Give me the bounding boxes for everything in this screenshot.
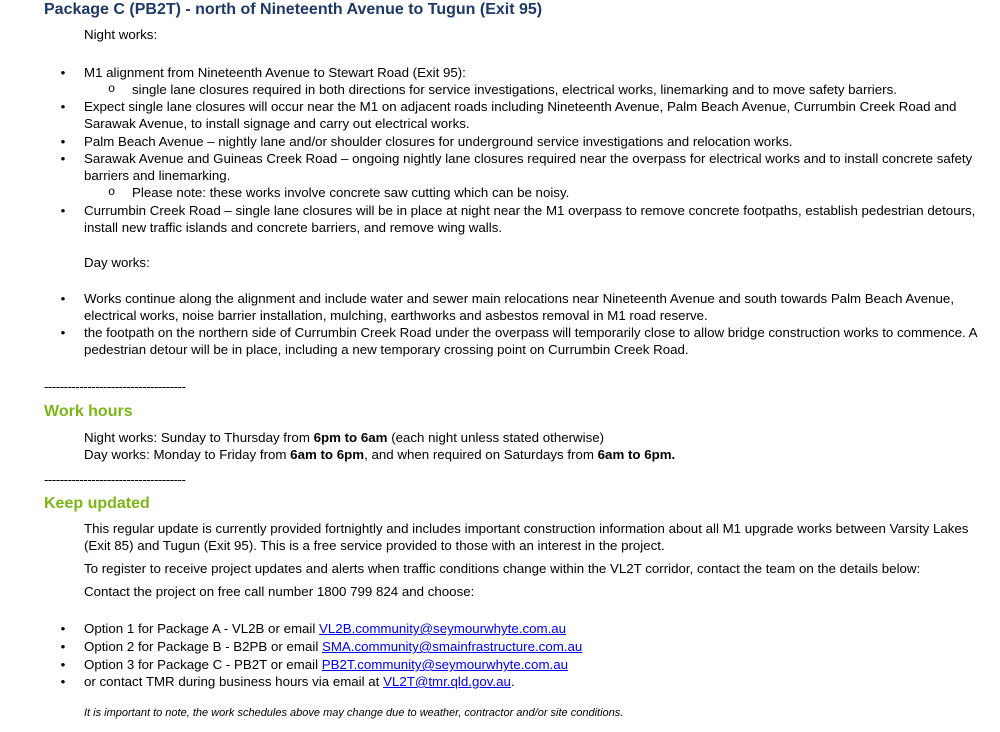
bullet-marker: • xyxy=(60,151,66,166)
list-item: Works continue along the alignment and include water and sewer main relocations near Nineteenth Avenue and south towards Palm Beach Avenue, electrical works, noise barrier installation, mulching, earthworks and asbestos removal in M1 road reserve. xyxy=(84,291,955,323)
option-text: Option 1 for Package A - VL2B or email xyxy=(84,621,320,636)
option-text: Option 3 for Package C - PB2T or email xyxy=(84,657,322,672)
night-works-label: Night works: xyxy=(84,27,158,42)
page-title: Package C (PB2T) - north of Nineteenth Avenue to Tugun (Exit 95) xyxy=(44,1,543,18)
day-hours-line xyxy=(84,446,675,463)
list-item: Currumbin Creek Road – single lane closures will be in place at night near the M1 overpass to remove concrete footpaths, establish pedestrian detours, install new traffic islands and concrete barriers, and remove wing walls. xyxy=(84,203,976,235)
divider: ------------------------------------ xyxy=(44,379,186,394)
night-hours-prefix: Night works: Sunday to Thursday from xyxy=(84,430,314,445)
bullet-marker: • xyxy=(60,134,66,149)
keep-updated-heading: Keep updated xyxy=(44,495,150,512)
night-hours-suffix: (each night unless stated otherwise) xyxy=(387,430,605,445)
list-item xyxy=(84,673,984,690)
list-item: Expect single lane closures will occur near the M1 on adjacent roads including Nineteenth Avenue, Palm Beach Avenue, Currumbin Creek Road and Sarawak Avenue, to install signage and carry out electrical works. xyxy=(84,99,957,131)
contact-paragraph: Contact the project on free call number 1800 799 824 and choose: xyxy=(84,584,475,599)
list-item: the footpath on the northern side of Currumbin Creek Road under the overpass will temporarily close to allow bridge construction works to commence. A pedestrian detour will be in place, including a new temporary crossing point on Currumbin Creek Road. xyxy=(84,325,977,357)
list-item: M1 alignment from Nineteenth Avenue to Stewart Road (Exit 95): xyxy=(84,65,466,80)
option-text: or contact TMR during business hours via email at xyxy=(84,674,384,689)
sub-bullet-marker: o xyxy=(108,82,116,96)
day-hours-prefix: Day works: Monday to Friday from xyxy=(84,447,291,462)
day-hours-time: 6am to 6pm xyxy=(290,447,365,462)
bullet-marker: • xyxy=(60,674,66,689)
sub-list-item: single lane closures required in both directions for service investigations, electrical works, linemarking and to move safety barriers. xyxy=(132,82,897,97)
bullet-marker: • xyxy=(60,325,66,340)
sub-list-item: Please note: these works involve concrete saw cutting which can be noisy. xyxy=(132,185,570,200)
day-works-label: Day works: xyxy=(84,255,150,270)
option-text: Option 2 for Package B - B2PB or email xyxy=(84,639,322,654)
bullet-marker: • xyxy=(60,621,66,636)
email-link-vl2b[interactable]: VL2B.community@seymourwhyte.com.au xyxy=(319,621,567,636)
list-item xyxy=(84,656,984,673)
footnote: It is important to note, the work schedules above may change due to weather, contractor and/or site conditions. xyxy=(84,707,624,719)
night-hours-time: 6pm to 6am xyxy=(313,430,388,445)
bullet-marker: • xyxy=(60,657,66,672)
email-link-tmr[interactable]: VL2T@tmr.qld.gov.au xyxy=(383,674,511,689)
bullet-marker: • xyxy=(60,639,66,654)
divider: ------------------------------------ xyxy=(44,472,186,487)
saturday-hours-time: 6am to 6pm. xyxy=(597,447,676,462)
work-hours-heading: Work hours xyxy=(44,403,133,420)
list-item xyxy=(84,638,984,655)
email-link-sma[interactable]: SMA.community@smainfrastructure.com.au xyxy=(321,639,583,654)
sub-bullet-marker: o xyxy=(108,185,116,199)
day-hours-mid: , and when required on Saturdays from xyxy=(364,447,598,462)
list-item: Sarawak Avenue and Guineas Creek Road – ongoing nightly lane closures required near the overpass for electrical works and to install concrete safety barriers and linemarking. xyxy=(84,151,973,183)
register-paragraph: To register to receive project updates and alerts when traffic conditions change within the VL2T corridor, contact the team on the details below: xyxy=(84,561,921,576)
list-item: Palm Beach Avenue – nightly lane and/or shoulder closures for underground service investigations and relocation works. xyxy=(84,134,793,149)
bullet-marker: • xyxy=(60,291,66,306)
bullet-marker: • xyxy=(60,99,66,114)
night-hours-line xyxy=(84,429,604,446)
bullet-marker: • xyxy=(60,203,66,218)
update-paragraph: This regular update is currently provided fortnightly and includes important construction information about all M1 upgrade works between Varsity Lakes (Exit 85) and Tugun (Exit 95). This is a free service provided to those with an interest in the project. xyxy=(84,521,969,553)
option-end: . xyxy=(510,674,515,689)
email-link-pb2t[interactable]: PB2T.community@seymourwhyte.com.au xyxy=(321,657,569,672)
list-item xyxy=(84,620,984,637)
bullet-marker: • xyxy=(60,65,66,80)
